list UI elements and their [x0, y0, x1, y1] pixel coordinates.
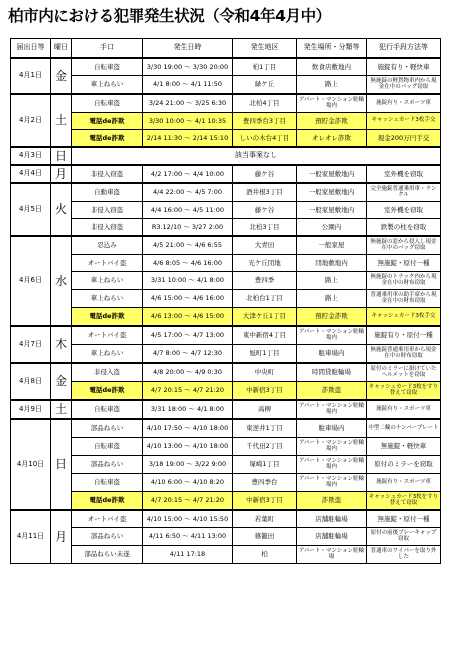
place-cell: 詐欺盗 — [297, 382, 367, 401]
district-cell: 若葉町 — [233, 510, 297, 528]
method-cell: 無施錠・原付一種 — [367, 510, 441, 528]
table-row — [11, 147, 441, 165]
place-cell: アパート・マンション駐輪場内 — [297, 438, 367, 456]
datetime-cell: 4/10 17:50 ～ 4/10 18:00 — [143, 419, 233, 438]
method-cell: 施錠有り・スポーツ車 — [367, 94, 441, 113]
district-cell: 大青田 — [233, 236, 297, 255]
weekday-cell: 金 — [51, 363, 72, 400]
district-cell: 旭町1丁目 — [233, 345, 297, 364]
method-cell: キャッシュカード3枚をすり替えて窃取 — [367, 492, 441, 511]
date-cell: 4月2日 — [11, 94, 51, 147]
crime-type-cell: 部品ねらい — [72, 528, 143, 546]
datetime-cell: 3/31 10:00 ～ 4/1 8:00 — [143, 272, 233, 290]
crime-type-cell: 車上ねらい — [72, 272, 143, 290]
place-cell: アパート・マンション駐輪場内 — [297, 94, 367, 113]
table-body — [11, 58, 441, 564]
method-cell: 普通車のワイパーを取り外した — [367, 546, 441, 564]
datetime-cell: 4/7 20:15 ～ 4/7 21:20 — [143, 382, 233, 401]
crime-type-cell: 自転車盗 — [72, 400, 143, 419]
district-cell: 藤ケ谷 — [233, 165, 297, 183]
method-cell: 完全施錠普通乗用車・ランクル — [367, 183, 441, 202]
header-datetime: 発生日時 — [143, 39, 233, 59]
crime-type-cell: 自転車盗 — [72, 58, 143, 76]
datetime-cell: 3/30 10:00 ～ 4/1 10:35 — [143, 113, 233, 130]
method-cell: キャッシュカード3枚手交 — [367, 113, 441, 130]
datetime-cell: 4/5 21:00 ～ 4/6 6:55 — [143, 236, 233, 255]
place-cell: 飲食店敷地内 — [297, 58, 367, 76]
page-title: 柏市内における犯罪発生状況（令和4年4月中） — [8, 7, 331, 25]
table-row — [11, 546, 441, 564]
crime-type-cell: 忍込み — [72, 236, 143, 255]
date-cell: 4月4日 — [11, 165, 51, 183]
datetime-cell: 3/31 18:00 ～ 4/1 8:00 — [143, 400, 233, 419]
date-cell: 4月6日 — [11, 236, 51, 326]
method-cell: 無施錠の窓から侵入し現金在中のバッグ窃取 — [367, 236, 441, 255]
date-cell: 4月1日 — [11, 58, 51, 94]
datetime-cell: 4/8 20:00 ～ 4/9 0:30 — [143, 363, 233, 382]
crime-type-cell: 部品ねらい — [72, 419, 143, 438]
crime-type-cell: 車上ねらい — [72, 290, 143, 308]
district-cell: 東逆井1丁目 — [233, 419, 297, 438]
table-row — [11, 528, 441, 546]
table-header-row — [11, 39, 441, 59]
datetime-cell: 4/10 6:00 ～ 4/10 8:20 — [143, 474, 233, 492]
method-cell: 無施錠・原付一種 — [367, 255, 441, 272]
district-cell: 光ケ丘団地 — [233, 255, 297, 272]
district-cell: 北柏3丁目 — [233, 219, 297, 237]
table-row — [11, 382, 441, 401]
date-cell: 4月10日 — [11, 419, 51, 510]
crime-type-cell: 電話de詐欺 — [72, 130, 143, 148]
weekday-cell: 月 — [51, 510, 72, 564]
place-cell: 預貯金詐欺 — [297, 308, 367, 327]
place-cell: 詐欺盗 — [297, 492, 367, 511]
datetime-cell: 4/10 13:00 ～ 4/10 18:00 — [143, 438, 233, 456]
table-row — [11, 202, 441, 219]
method-cell: 室外機を窃取 — [367, 165, 441, 183]
district-cell: 中央町 — [233, 363, 297, 382]
datetime-cell: 3/24 21:00 ～ 3/25 6:30 — [143, 94, 233, 113]
crime-type-cell: オートバイ盗 — [72, 326, 143, 345]
method-cell: 原付のミラーに掛けていたヘルメットを窃取 — [367, 363, 441, 382]
method-cell: 無施錠の軽貨物車内から現金在中のバッグ窃取 — [367, 76, 441, 95]
crime-table — [10, 38, 441, 564]
place-cell: 一般家屋敷地内 — [297, 165, 367, 183]
date-cell: 4月9日 — [11, 400, 51, 419]
district-cell: 中新宿3丁目 — [233, 492, 297, 511]
datetime-cell: 4/5 17:00 ～ 4/7 13:00 — [143, 326, 233, 345]
district-cell: 千代田2丁目 — [233, 438, 297, 456]
method-cell: 原付のミラーを窃取 — [367, 456, 441, 474]
datetime-cell: 3/30 19:00 ～ 3/30 20:00 — [143, 58, 233, 76]
table-row — [11, 94, 441, 113]
table-row — [11, 419, 441, 438]
table-row — [11, 456, 441, 474]
place-cell: 路上 — [297, 76, 367, 95]
place-cell: 路上 — [297, 272, 367, 290]
method-cell: キャッシュカード3枚手交 — [367, 308, 441, 327]
table-row — [11, 345, 441, 364]
table-row — [11, 326, 441, 345]
datetime-cell: 4/4 22:00 ～ 4/5 7:00 — [143, 183, 233, 202]
method-cell: 施錠有り・軽快車 — [367, 58, 441, 76]
crime-type-cell: 自動車盗 — [72, 183, 143, 202]
weekday-cell: 日 — [51, 419, 72, 510]
place-cell: 店舗駐輪場 — [297, 510, 367, 528]
district-cell: 中新宿3丁目 — [233, 382, 297, 401]
weekday-cell: 木 — [51, 326, 72, 363]
datetime-cell: 4/11 6:50 ～ 4/11 13:00 — [143, 528, 233, 546]
district-cell: 藤ケ谷 — [233, 202, 297, 219]
crime-type-cell: 自転車盗 — [72, 474, 143, 492]
date-cell: 4月11日 — [11, 510, 51, 564]
table-row — [11, 492, 441, 511]
header-weekday: 曜日 — [51, 39, 72, 59]
method-cell: 室外機を窃取 — [367, 202, 441, 219]
table-row — [11, 255, 441, 272]
weekday-cell: 日 — [51, 147, 72, 165]
datetime-cell: 4/1 8:00 ～ 4/1 11:50 — [143, 76, 233, 95]
table-row — [11, 58, 441, 76]
place-cell: 一般家屋敷地内 — [297, 183, 367, 202]
table-row — [11, 400, 441, 419]
datetime-cell: 4/7 20:15 ～ 4/7 21:20 — [143, 492, 233, 511]
method-cell: 無施錠のトラック内から現金在中の財布窃取 — [367, 272, 441, 290]
place-cell: 預貯金詐欺 — [297, 113, 367, 130]
header-district: 発生地区 — [233, 39, 297, 59]
datetime-cell: 3/18 19:00 ～ 3/22 9:00 — [143, 456, 233, 474]
district-cell: 豊四季台3丁目 — [233, 113, 297, 130]
header-place: 発生場所・分類等 — [297, 39, 367, 59]
table-row — [11, 219, 441, 237]
weekday-cell: 土 — [51, 94, 72, 147]
crime-type-cell: 部品ねらい未遂 — [72, 546, 143, 564]
place-cell: 時間貸駐輪場 — [297, 363, 367, 382]
table-row — [11, 76, 441, 95]
method-cell: 無施錠・軽快車 — [367, 438, 441, 456]
table-row — [11, 130, 441, 148]
district-cell: 豊四季 — [233, 272, 297, 290]
crime-type-cell: 電話de詐欺 — [72, 308, 143, 327]
place-cell: 駐車場内 — [297, 419, 367, 438]
weekday-cell: 火 — [51, 183, 72, 236]
place-cell: 団地敷地内 — [297, 255, 367, 272]
datetime-cell: 4/6 13:00 ～ 4/6 15:00 — [143, 308, 233, 327]
header-method: 犯行手段方法等 — [367, 39, 441, 59]
crime-type-cell: オートバイ盗 — [72, 255, 143, 272]
method-cell: 中型二輪のナンバープレート — [367, 419, 441, 438]
district-cell: 塚崎1丁目 — [233, 456, 297, 474]
place-cell: アパート・マンション駐輪場内 — [297, 400, 367, 419]
table-row — [11, 236, 441, 255]
table-row — [11, 474, 441, 492]
table-row — [11, 165, 441, 183]
datetime-cell: 4/7 8:00 ～ 4/7 12:30 — [143, 345, 233, 364]
crime-type-cell: 電話de詐欺 — [72, 113, 143, 130]
method-cell: 無施錠普通乗用車から現金在中の財布窃取 — [367, 345, 441, 364]
crime-type-cell: オートバイ盗 — [72, 510, 143, 528]
date-cell: 4月5日 — [11, 183, 51, 236]
weekday-cell: 月 — [51, 165, 72, 183]
crime-type-cell: 非侵入窃盗 — [72, 202, 143, 219]
crime-type-cell: 電話de詐欺 — [72, 492, 143, 511]
weekday-cell: 土 — [51, 400, 72, 419]
method-cell: 施錠有り・原付一種 — [367, 326, 441, 345]
district-cell: 緑ケ丘 — [233, 76, 297, 95]
datetime-cell: 4/11 17:18 — [143, 546, 233, 564]
place-cell: アパート・マンション駐輪場内 — [297, 326, 367, 345]
no-incident-note: 該当事案なし — [72, 147, 441, 165]
table-row — [11, 510, 441, 528]
weekday-cell: 水 — [51, 236, 72, 326]
crime-type-cell: 非侵入盗 — [72, 363, 143, 382]
district-cell: 北柏4丁目 — [233, 94, 297, 113]
crime-type-cell: 非侵入窃盗 — [72, 219, 143, 237]
datetime-cell: 4/6 15:00 ～ 4/6 16:00 — [143, 290, 233, 308]
district-cell: しいの木台4丁目 — [233, 130, 297, 148]
district-cell: 高柳 — [233, 400, 297, 419]
datetime-cell: 2/14 11:30 ～ 2/14 15:10 — [143, 130, 233, 148]
datetime-cell: 4/2 17:00 ～ 4/4 10:00 — [143, 165, 233, 183]
district-cell: 北柏台1丁目 — [233, 290, 297, 308]
place-cell: 公園内 — [297, 219, 367, 237]
place-cell: 店舗駐輪場 — [297, 528, 367, 546]
table-row — [11, 438, 441, 456]
date-cell: 4月3日 — [11, 147, 51, 165]
district-cell: 柏1丁目 — [233, 58, 297, 76]
district-cell: 東中新宿4丁目 — [233, 326, 297, 345]
method-cell: 原付の前後ブレーキャップ窃取 — [367, 528, 441, 546]
place-cell: 一般家屋敷地内 — [297, 202, 367, 219]
table-row — [11, 113, 441, 130]
date-cell: 4月8日 — [11, 363, 51, 400]
header-date: 届出日等 — [11, 39, 51, 59]
crime-type-cell: 車上ねらい — [72, 76, 143, 95]
method-cell: 施錠有り・スポーツ車 — [367, 400, 441, 419]
crime-type-cell: 自転車盗 — [72, 438, 143, 456]
method-cell: 鉄製の柱を窃取 — [367, 219, 441, 237]
crime-type-cell: 自転車盗 — [72, 94, 143, 113]
district-cell: 酒井根3丁目 — [233, 183, 297, 202]
method-cell: 普通乗用車の助手席から現金在中の財布窃取 — [367, 290, 441, 308]
place-cell: アパート・マンション駐輪場内 — [297, 456, 367, 474]
table-row — [11, 308, 441, 327]
table-row — [11, 272, 441, 290]
weekday-cell: 金 — [51, 58, 72, 94]
crime-type-cell: 部品ねらい — [72, 456, 143, 474]
place-cell: アパート・マンション駐輪場 — [297, 546, 367, 564]
place-cell: 一般家屋 — [297, 236, 367, 255]
datetime-cell: R3.12/10 ～ 3/27 2:00 — [143, 219, 233, 237]
place-cell: 駐車場内 — [297, 345, 367, 364]
district-cell: 篠籠田 — [233, 528, 297, 546]
date-cell: 4月7日 — [11, 326, 51, 363]
datetime-cell: 4/6 8:05 ～ 4/6 16:00 — [143, 255, 233, 272]
place-cell: 路上 — [297, 290, 367, 308]
place-cell: アパート・マンション駐輪場内 — [297, 474, 367, 492]
place-cell: オレオレ詐欺 — [297, 130, 367, 148]
table-row — [11, 290, 441, 308]
crime-type-cell: 車上ねらい — [72, 345, 143, 364]
datetime-cell: 4/4 16:00 ～ 4/5 11:00 — [143, 202, 233, 219]
datetime-cell: 4/10 15:00 ～ 4/10 15:50 — [143, 510, 233, 528]
crime-type-cell: 非侵入窃盗 — [72, 165, 143, 183]
method-cell: 現金200万円手交 — [367, 130, 441, 148]
district-cell: 柏 — [233, 546, 297, 564]
district-cell: 豊四季台 — [233, 474, 297, 492]
crime-type-cell: 電話de詐欺 — [72, 382, 143, 401]
header-type: 手口 — [72, 39, 143, 59]
table-row — [11, 183, 441, 202]
method-cell: キャッシュカード3枚をすり替えて窃取 — [367, 382, 441, 401]
district-cell: 大津ケ丘1丁目 — [233, 308, 297, 327]
table-row — [11, 363, 441, 382]
method-cell: 施錠有り・スポーツ車 — [367, 474, 441, 492]
